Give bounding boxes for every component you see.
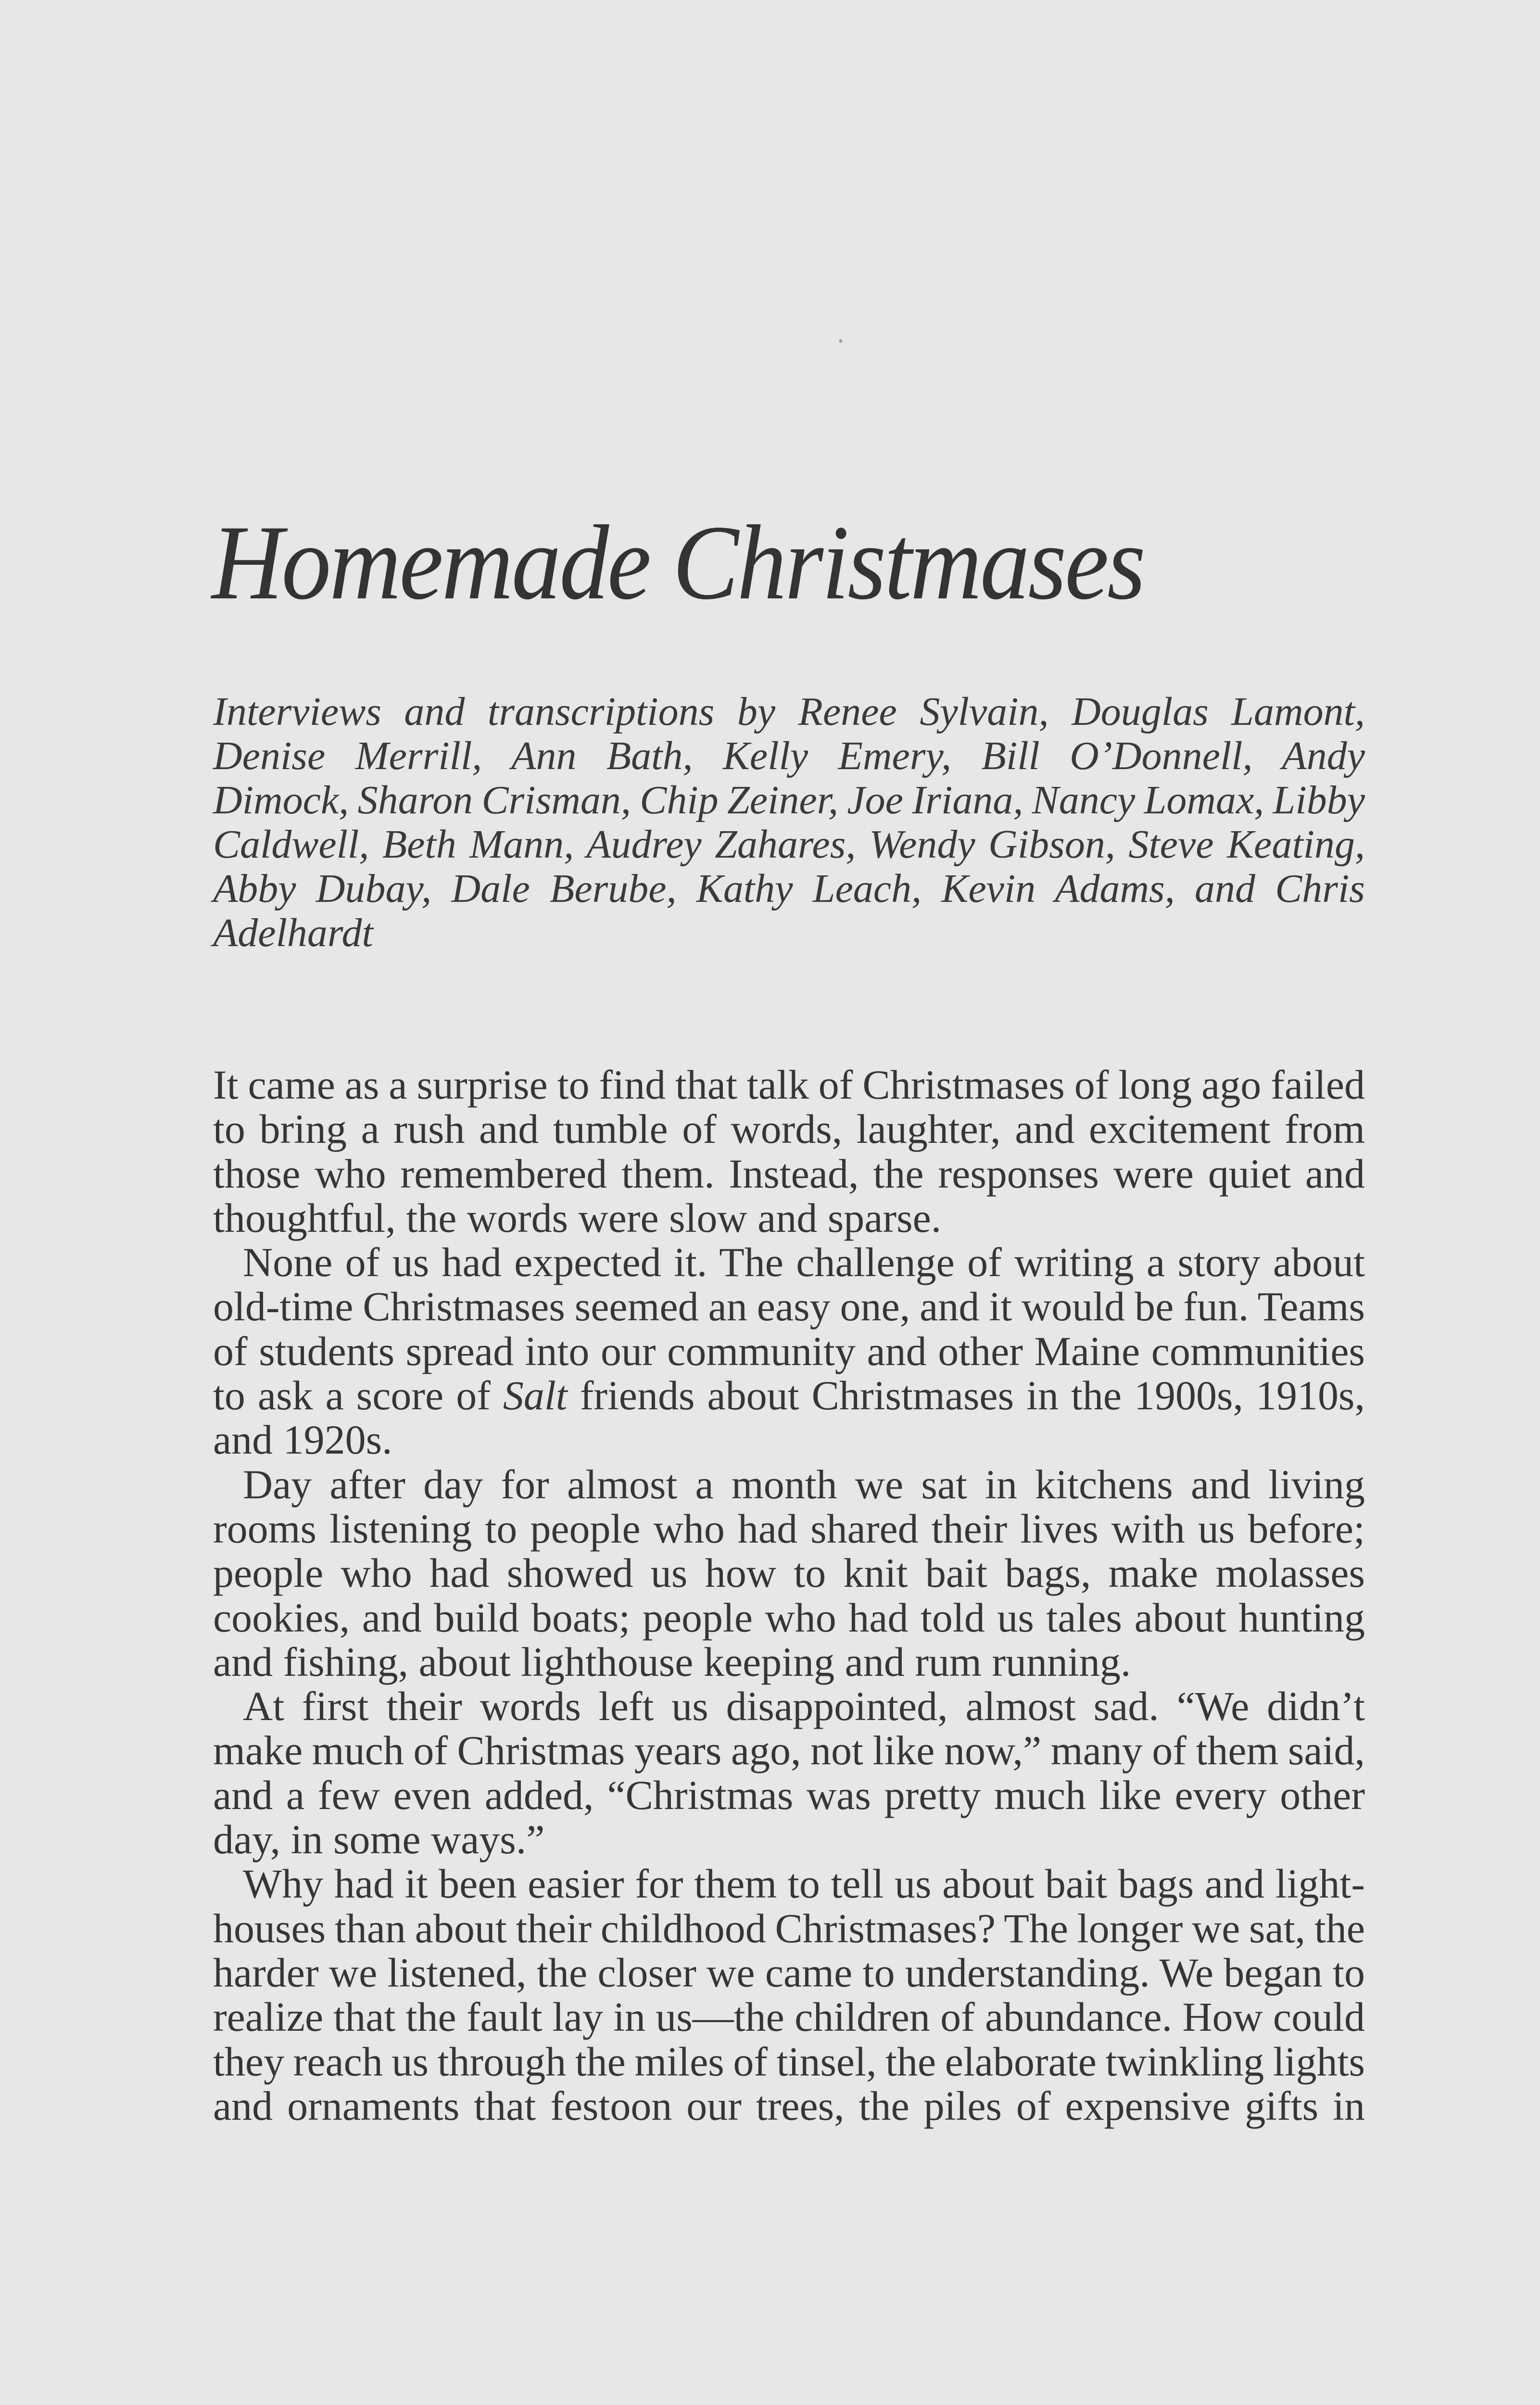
- body-line: Why had it been easier for them to tell us about bait bags and light-: [243, 1861, 1365, 1907]
- body-line: to bring a rush and tumble of words, laughter, and excitement from: [213, 1106, 1365, 1152]
- body-line: It came as a surprise to find that talk of Christmases of long ago failed: [213, 1062, 1365, 1108]
- body-line: make much of Christmas years ago, not like now,” many of them said,: [213, 1727, 1365, 1774]
- paragraph: [213, 1684, 1365, 1861]
- body-line: and ornaments that festoon our trees, the piles of expensive gifts in: [213, 2082, 1365, 2129]
- paragraph: [213, 1861, 1365, 2128]
- body-line: realize that the fault lay in us—the children of abundance. How could: [213, 1994, 1365, 2040]
- article-body: [213, 1063, 1365, 2128]
- body-line: cookies, and build boats; people who had told us tales about hunting: [213, 1594, 1365, 1641]
- body-line: and a few even added, “Christmas was pretty much like every other: [213, 1772, 1365, 1818]
- body-line: those who remembered them. Instead, the responses were quiet and: [213, 1150, 1365, 1197]
- credits-line: Abby Dubay, Dale Berube, Kathy Leach, Kevin Adams, and Chris: [213, 866, 1365, 911]
- credits-line: Caldwell, Beth Mann, Audrey Zahares, Wendy Gibson, Steve Keating,: [213, 822, 1365, 867]
- publication-name-salt: Salt: [503, 1372, 568, 1419]
- body-text-segment: to ask a score of: [213, 1372, 491, 1419]
- paper-speck: [839, 339, 842, 343]
- paragraph: [213, 1240, 1365, 1462]
- body-line: and fishing, about lighthouse keeping and rum running.: [213, 1638, 1131, 1685]
- body-line: of students spread into our community and other Maine communities: [213, 1328, 1365, 1374]
- body-line: thoughtful, the words were slow and sparse.: [213, 1194, 942, 1241]
- credits-line: Dimock, Sharon Crisman, Chip Zeiner, Joe Iriana, Nancy Lomax, Libby: [213, 778, 1365, 823]
- body-line: rooms listening to people who had shared their lives with us before;: [213, 1505, 1365, 1552]
- article-title: Homemade Christmases: [212, 504, 1144, 622]
- body-line: and 1920s.: [213, 1417, 392, 1463]
- body-text-segment: friends about Christmases in the 1900s, 1910s,: [580, 1372, 1365, 1419]
- credits-line: Adelhardt: [213, 911, 373, 955]
- paragraph: [213, 1063, 1365, 1240]
- body-line: old-time Christmases seemed an easy one, and it would be fun. Teams: [213, 1283, 1365, 1330]
- body-line-with-italic: [213, 1373, 1365, 1418]
- body-line: harder we listened, the closer we came to understanding. We began to: [213, 1949, 1365, 1996]
- body-line: At first their words left us disappointed, almost sad. “We didn’t: [243, 1683, 1365, 1730]
- body-line: they reach us through the miles of tinsel, the elaborate twinkling lights: [213, 2038, 1365, 2085]
- credits-line: Interviews and transcriptions by Renee Sylvain, Douglas Lamont,: [213, 689, 1365, 734]
- credits-block: [213, 690, 1365, 955]
- body-line: day, in some ways.”: [213, 1816, 545, 1863]
- credits-line: Denise Merrill, Ann Bath, Kelly Emery, Bill O’Donnell, Andy: [213, 734, 1365, 778]
- body-line: houses than about their childhood Christmases? The longer we sat, the: [213, 1905, 1365, 1951]
- body-line: Day after day for almost a month we sat in kitchens and living: [243, 1461, 1365, 1507]
- body-line: None of us had expected it. The challenge of writing a story about: [243, 1239, 1365, 1286]
- paragraph: [213, 1462, 1365, 1684]
- body-line: people who had showed us how to knit bait bags, make molasses: [213, 1550, 1365, 1596]
